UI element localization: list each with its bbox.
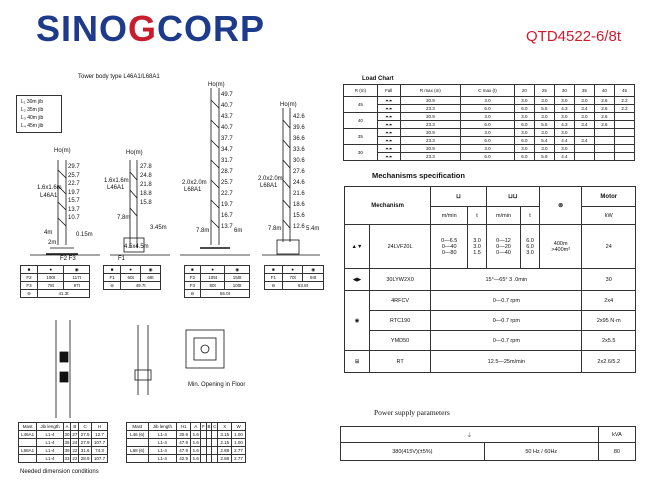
jib-legend: L₁ 30m jib L₂ 35m jib L₃ 40m jib L₄ 45m jib: [16, 95, 62, 133]
fig1-name: L46A1: [40, 193, 58, 199]
weight-table-4: ■ ● ◉ F1 70t 94t ⊖ 63.8t: [264, 265, 324, 290]
weight-table-3: ■ ● ◉ F2 105t 150t F3 80t 100t ⊖ 55.0t: [184, 265, 250, 298]
fig2-levels: 27.8 24.8 21.8 18.8 15.8: [140, 164, 152, 206]
fig2-dim-b: 7.8m: [117, 215, 131, 221]
fig1-dim: 1.6x1.6m: [37, 185, 62, 191]
fig1-dim-b: 4m: [44, 230, 53, 236]
fig2-name: L46A1: [107, 185, 125, 191]
fig4-ho: Ho(m): [280, 102, 297, 108]
fig3-dim-c: 6m: [234, 228, 243, 234]
load-chart-title: Load Chart: [362, 76, 394, 82]
power-title: Power supply parameters: [374, 408, 450, 417]
dimension-table-1: Mast Jib length A B C H L46A1 L1-4 30 27 27.5 12.7 L1-4 35 24 27.9 107.7 L68A1 L1-4 39 22 31.6 74.3 L1-4 33 22 28.9 107.7: [18, 422, 108, 463]
fig2-dim-d: 3.45m: [150, 225, 167, 231]
fig1-levels: 29.7 25.7 22.7 19.7 15.7 13.7 10.7: [68, 164, 80, 221]
fig2-base: F1: [118, 256, 126, 262]
fig3-ho: Ho(m): [208, 82, 225, 88]
tower-title: Tower body type L46A1/L68A1: [78, 74, 160, 80]
weight-table-2: ■ ● ◉ F1 60t 68t ⊖ 49.7t: [103, 265, 161, 290]
fig1-dim-d: 0.15m: [76, 232, 93, 238]
company-logo: SINOGCORP: [36, 8, 266, 49]
fig1-ho: Ho(m): [54, 148, 71, 154]
fig4-dim-b: 7.8m: [268, 226, 282, 232]
fig1-base: F2 F3: [60, 256, 76, 262]
fig3-dim: 2.0x2.0m: [182, 180, 207, 186]
fig2-dim-c: 4.5x4.5m: [124, 244, 149, 250]
fig3-dim-b: 7.8m: [196, 228, 210, 234]
mechanism-table: Mechanism ⊔ ⊔⊔ ⊚ Motor m/min t m/min t kW ▲▼ 24LVF20L 0—6.5 0—40 0—80 3.0 3.0 1.5 0—12 0—20 0—40 6.0 6.0 3.0 400m >400m² 24 ◀▶ 30LYW2X0 15°—65° 3 .0min 30 ◉ 4RFCV 0—0.7 rpm 2x4 RTC190 0—0.7 rpm 2x95 N·m YMD50 0—0.7 rpm 2x5.5 ⊞ RT 12.5—25m/min 2x2.6/5.2: [344, 186, 636, 373]
bottom-note: Needed dimension conditions: [20, 469, 99, 475]
fig4-dim: 2.0x2.0m: [258, 176, 283, 182]
power-table: ⏚ kVA 380(415V)(±5%) 50 Hz / 60Hz 80: [340, 426, 636, 461]
fig4-name: L68A1: [260, 183, 278, 189]
weight-table-1: ■ ● ◉ F2 100t 117t F3 78t 97t ⊖ 41.3t: [20, 265, 90, 298]
fig2-dim: 1.6x1.6m: [104, 178, 129, 184]
model-number: QTD4522-6/8t: [526, 28, 622, 45]
fig3-name: L68A1: [184, 187, 202, 193]
fig3-levels: 49.7 40.7 43.7 40.7 37.7 34.7 31.7 28.7 25.7 22.7 19.7 16.7 13.7: [221, 92, 233, 230]
floor-caption: Min. Opening in Floor: [188, 382, 246, 388]
mech-title: Mechanisms specification: [372, 171, 465, 180]
fig4-dim-c: 5.4m: [306, 226, 320, 232]
fig2-ho: Ho(m): [126, 150, 143, 156]
fig1-dim-c: 2m: [48, 240, 57, 246]
dimension-table-2: Mast Jib length H1 A F B C X W L46 (6) L1-4 30.9 1.6 3.15 1.00 L1-4 47.9 1.6 2.15 1.00 L68 (6) L1-4 47.9 1.6 2.88 2.77 L1-4 42.9 1.6 2.88 2.77: [126, 422, 246, 463]
fig4-levels: 42.6 39.6 36.6 33.6 30.6 27.6 24.6 21.6 18.6 15.6 12.6: [293, 114, 305, 230]
load-chart-table: R (m) Fall R max (m) C max (t) 20 25 30 35 40 45 45 ⏶⏶ 30.9 3.0 3.0 3.0 3.0 3.0 2.6 2.2 ⏶⏶ 23.3 6.0 6.0 5.5 4.3 3.4 2.6 2.2 40 ⏶⏶ 30.9 3.0 3.0 3.0 3.0 3.0 2.6 ⏶⏶ 23.3 6.0 6.0 5.5 4.3 3.4 2.6 35 ⏶⏶ 30.9 3.0 3.0 3.0 3.0 ⏶⏶ 23.3 6.0 6.0 5.4 4.4 3.4 30 ⏶⏶ 30.9 3.0 3.0 3.0 3.0 ⏶⏶ 23.3 6.0 6.0 5.9 4.4: [343, 84, 635, 161]
